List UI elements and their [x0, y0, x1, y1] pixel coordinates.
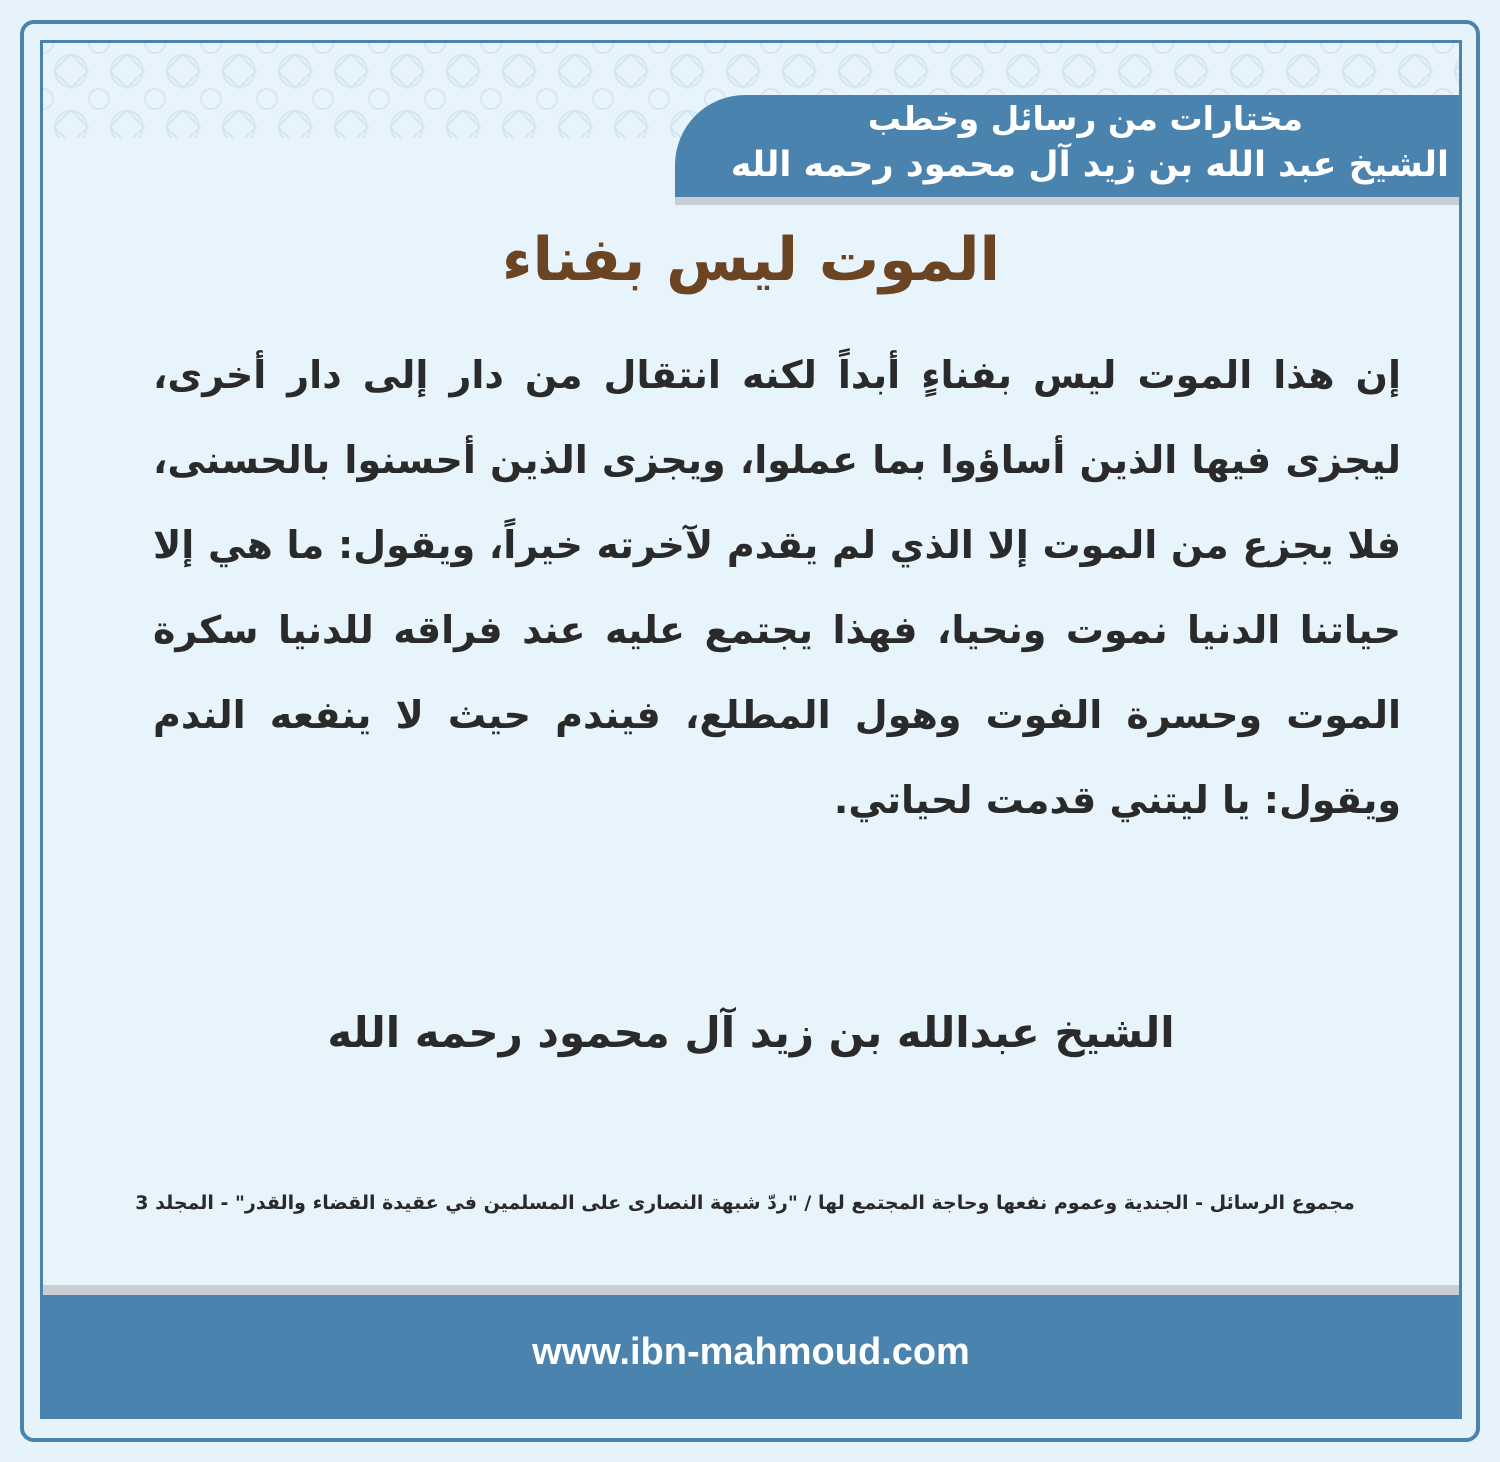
article-title: الموت ليس بفناء — [501, 225, 1001, 295]
header-ribbon — [675, 95, 1462, 197]
article-body: إن هذا الموت ليس بفناءٍ أبداً لكنه انتقال من دار إلى دار أخرى، ليجزى فيها الذين أساؤوا بما عملوا، ويجزى الذين أحسنوا بالحسنى، فلا يجزع من الموت إلا الذي لم يقدم لآخرته خيراً، ويقول: ما هي إلا حياتنا الدنيا نموت ونحيا، فهذا يجتمع عليه عند فراقه للدنيا سكرة الموت وحسرة الفوت وهول المطلع، فيندم حيث لا ينفعه الندم ويقول: يا ليتني قدمت لحياتي. — [153, 353, 1401, 822]
author-signature: الشيخ عبدالله بن زيد آل محمود رحمه الله — [327, 1008, 1175, 1057]
header-author: الشيخ عبد الله بن زيد آل محمود رحمه الله — [730, 145, 1449, 185]
website-url: www.ibn-mahmoud.com — [532, 1331, 970, 1373]
header-series-title: مختارات من رسائل وخطب — [867, 99, 1303, 138]
card — [40, 40, 1462, 1419]
footer-divider — [43, 1285, 1459, 1295]
footer-bar — [43, 1295, 1459, 1416]
source-citation: مجموع الرسائل - الجندية وعموم نفعها وحاجة المجتمع لها / "ردّ شبهة النصارى على المسلمين في عقيدة القضاء والقدر" - المجلد 3 — [135, 1192, 1355, 1214]
